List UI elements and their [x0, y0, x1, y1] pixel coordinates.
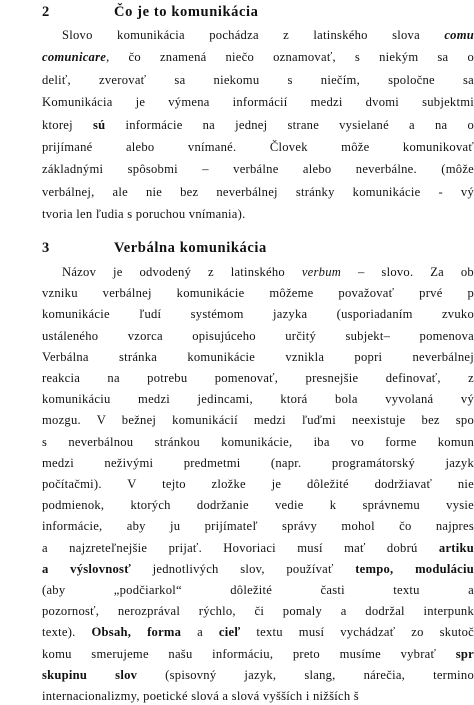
- text-run: sú: [92, 117, 106, 132]
- text-run: spr: [455, 646, 474, 661]
- text-run: počítačmi). V tejto zložke je dôležité dodržiavať nie: [42, 477, 474, 491]
- text-run: verbum: [301, 265, 342, 279]
- text-line: [42, 285, 474, 301]
- section-heading: [42, 240, 267, 257]
- text-run: comu: [444, 28, 474, 42]
- text-line: [62, 264, 474, 280]
- text-run: comunicare: [42, 50, 107, 65]
- section-title: Čo je to komunikácia: [114, 4, 259, 20]
- text-line: [42, 688, 474, 704]
- text-run: Obsah, forma: [91, 625, 182, 640]
- text-run: a: [181, 625, 219, 640]
- text-run: Názov je odvodený z latinského: [62, 265, 302, 279]
- text-run: mozgu. V bežnej komunikácií medzi ľuďmi neexistuje bez spo: [42, 413, 474, 428]
- text-run: verbálnej, ale nie bez neverbálnej stránky komunikácie - vý: [42, 184, 474, 199]
- text-run: a najzreteľnejšie prijať. Hovoriaci musí mať dobrú: [42, 540, 439, 555]
- text-run: skupinu slov: [42, 667, 138, 682]
- text-run: reakcia na potrebu pomenovať, presnejšie definovať, z: [42, 371, 474, 385]
- text-run: textu musí vychádzať zo skutoč: [240, 625, 474, 640]
- text-run: (spisovný jazyk, slang, nárečia, termino: [137, 667, 474, 682]
- text-run: informácie, aby ju prijímateľ správy mohol čo najpres: [42, 519, 474, 534]
- text-line: [42, 139, 474, 155]
- section-heading: [42, 4, 259, 21]
- text-run: Verbálna stránka komunikácie vznikla popri neverbálnej: [42, 349, 474, 364]
- text-run: prijímané alebo vnímané. Človek môže komunikovať: [42, 140, 474, 154]
- text-run: tempo, moduláciu: [355, 561, 474, 576]
- text-line: [42, 94, 474, 110]
- text-line: [42, 603, 474, 619]
- text-line: [42, 412, 474, 428]
- text-run: pozornosť, nerozprával rýchlo, či pomaly a dodržal interpunk: [42, 604, 474, 619]
- section-number: 3: [42, 240, 50, 256]
- section-title: Verbálna komunikácia: [114, 240, 267, 256]
- text-run: texte).: [42, 625, 92, 640]
- text-run: podmienok, ktorých dodržanie vedie k správnemu vysie: [42, 498, 474, 513]
- text-line: [42, 646, 474, 662]
- text-line: [42, 434, 474, 450]
- text-run: cieľ: [218, 625, 241, 640]
- text-line: [42, 72, 474, 88]
- text-run: deliť, zverovať sa niekomu s niečím, spoločne sa: [42, 72, 474, 87]
- text-run: medzi neživými predmetmi (napr. programátorský jazyk: [42, 455, 474, 470]
- text-run: Slovo komunikácia pochádza z latinského slova: [62, 28, 445, 42]
- text-run: vzniku verbálnej komunikácie môžeme považovať prvé p: [42, 286, 474, 301]
- text-run: – slovo. Za ob: [341, 265, 474, 279]
- text-line: [42, 497, 474, 513]
- text-run: informácie na jednej strane vysielané a na o: [105, 117, 474, 132]
- text-run: základnými spôsobmi – verbálne alebo neverbálne. (môže: [42, 162, 474, 177]
- text-line: [42, 306, 474, 322]
- text-line: [42, 117, 474, 133]
- text-line: [42, 49, 474, 65]
- text-line: [42, 518, 474, 534]
- text-line: [42, 455, 474, 471]
- text-run: a výslovnosť: [42, 561, 132, 576]
- text-run: komu smerujeme našu informáciu, preto musíme vybrať: [42, 646, 456, 661]
- text-line: [42, 667, 474, 683]
- text-run: ktorej: [42, 117, 93, 132]
- text-run: s neverbálnou stránkou komunikácie, iba vo forme komun: [42, 434, 474, 449]
- text-run: komunikáciu medzi jedincami, ktorá bola vyvolaná vý: [42, 392, 474, 407]
- text-line: [42, 161, 474, 177]
- text-run: Komunikácia je výmena informácií medzi dvomi subjektmi: [42, 95, 474, 110]
- text-line: [42, 206, 474, 222]
- section-number: 2: [42, 4, 50, 20]
- text-line: [42, 391, 474, 407]
- text-run: artiku: [438, 540, 474, 555]
- text-line: [42, 349, 474, 365]
- text-run: komunikácie ľudí systémom jazyka (usporiadaním zvuko: [42, 307, 474, 322]
- text-run: tvoria len ľudia s poruchou vnímania).: [42, 207, 246, 222]
- text-run: (aby „podčiarkol“ dôležité časti textu a: [42, 583, 474, 597]
- text-line: [42, 184, 474, 200]
- text-line: [42, 540, 474, 556]
- text-run: ustáleného vzorca opisujúceho určitý subjekt– pomenova: [42, 328, 474, 343]
- text-run: jednotlivých slov, používať: [131, 561, 356, 576]
- text-run: , čo znamená niečo oznamovať, s niekým sa o: [106, 50, 474, 65]
- text-line: [62, 27, 474, 43]
- text-run: internacionalizmy, poetické slová a slová vyšších i nižších š: [42, 689, 359, 703]
- text-line: [42, 582, 474, 598]
- text-line: [42, 624, 474, 640]
- text-line: [42, 561, 474, 577]
- text-line: [42, 476, 474, 492]
- text-line: [42, 328, 474, 344]
- text-line: [42, 370, 474, 386]
